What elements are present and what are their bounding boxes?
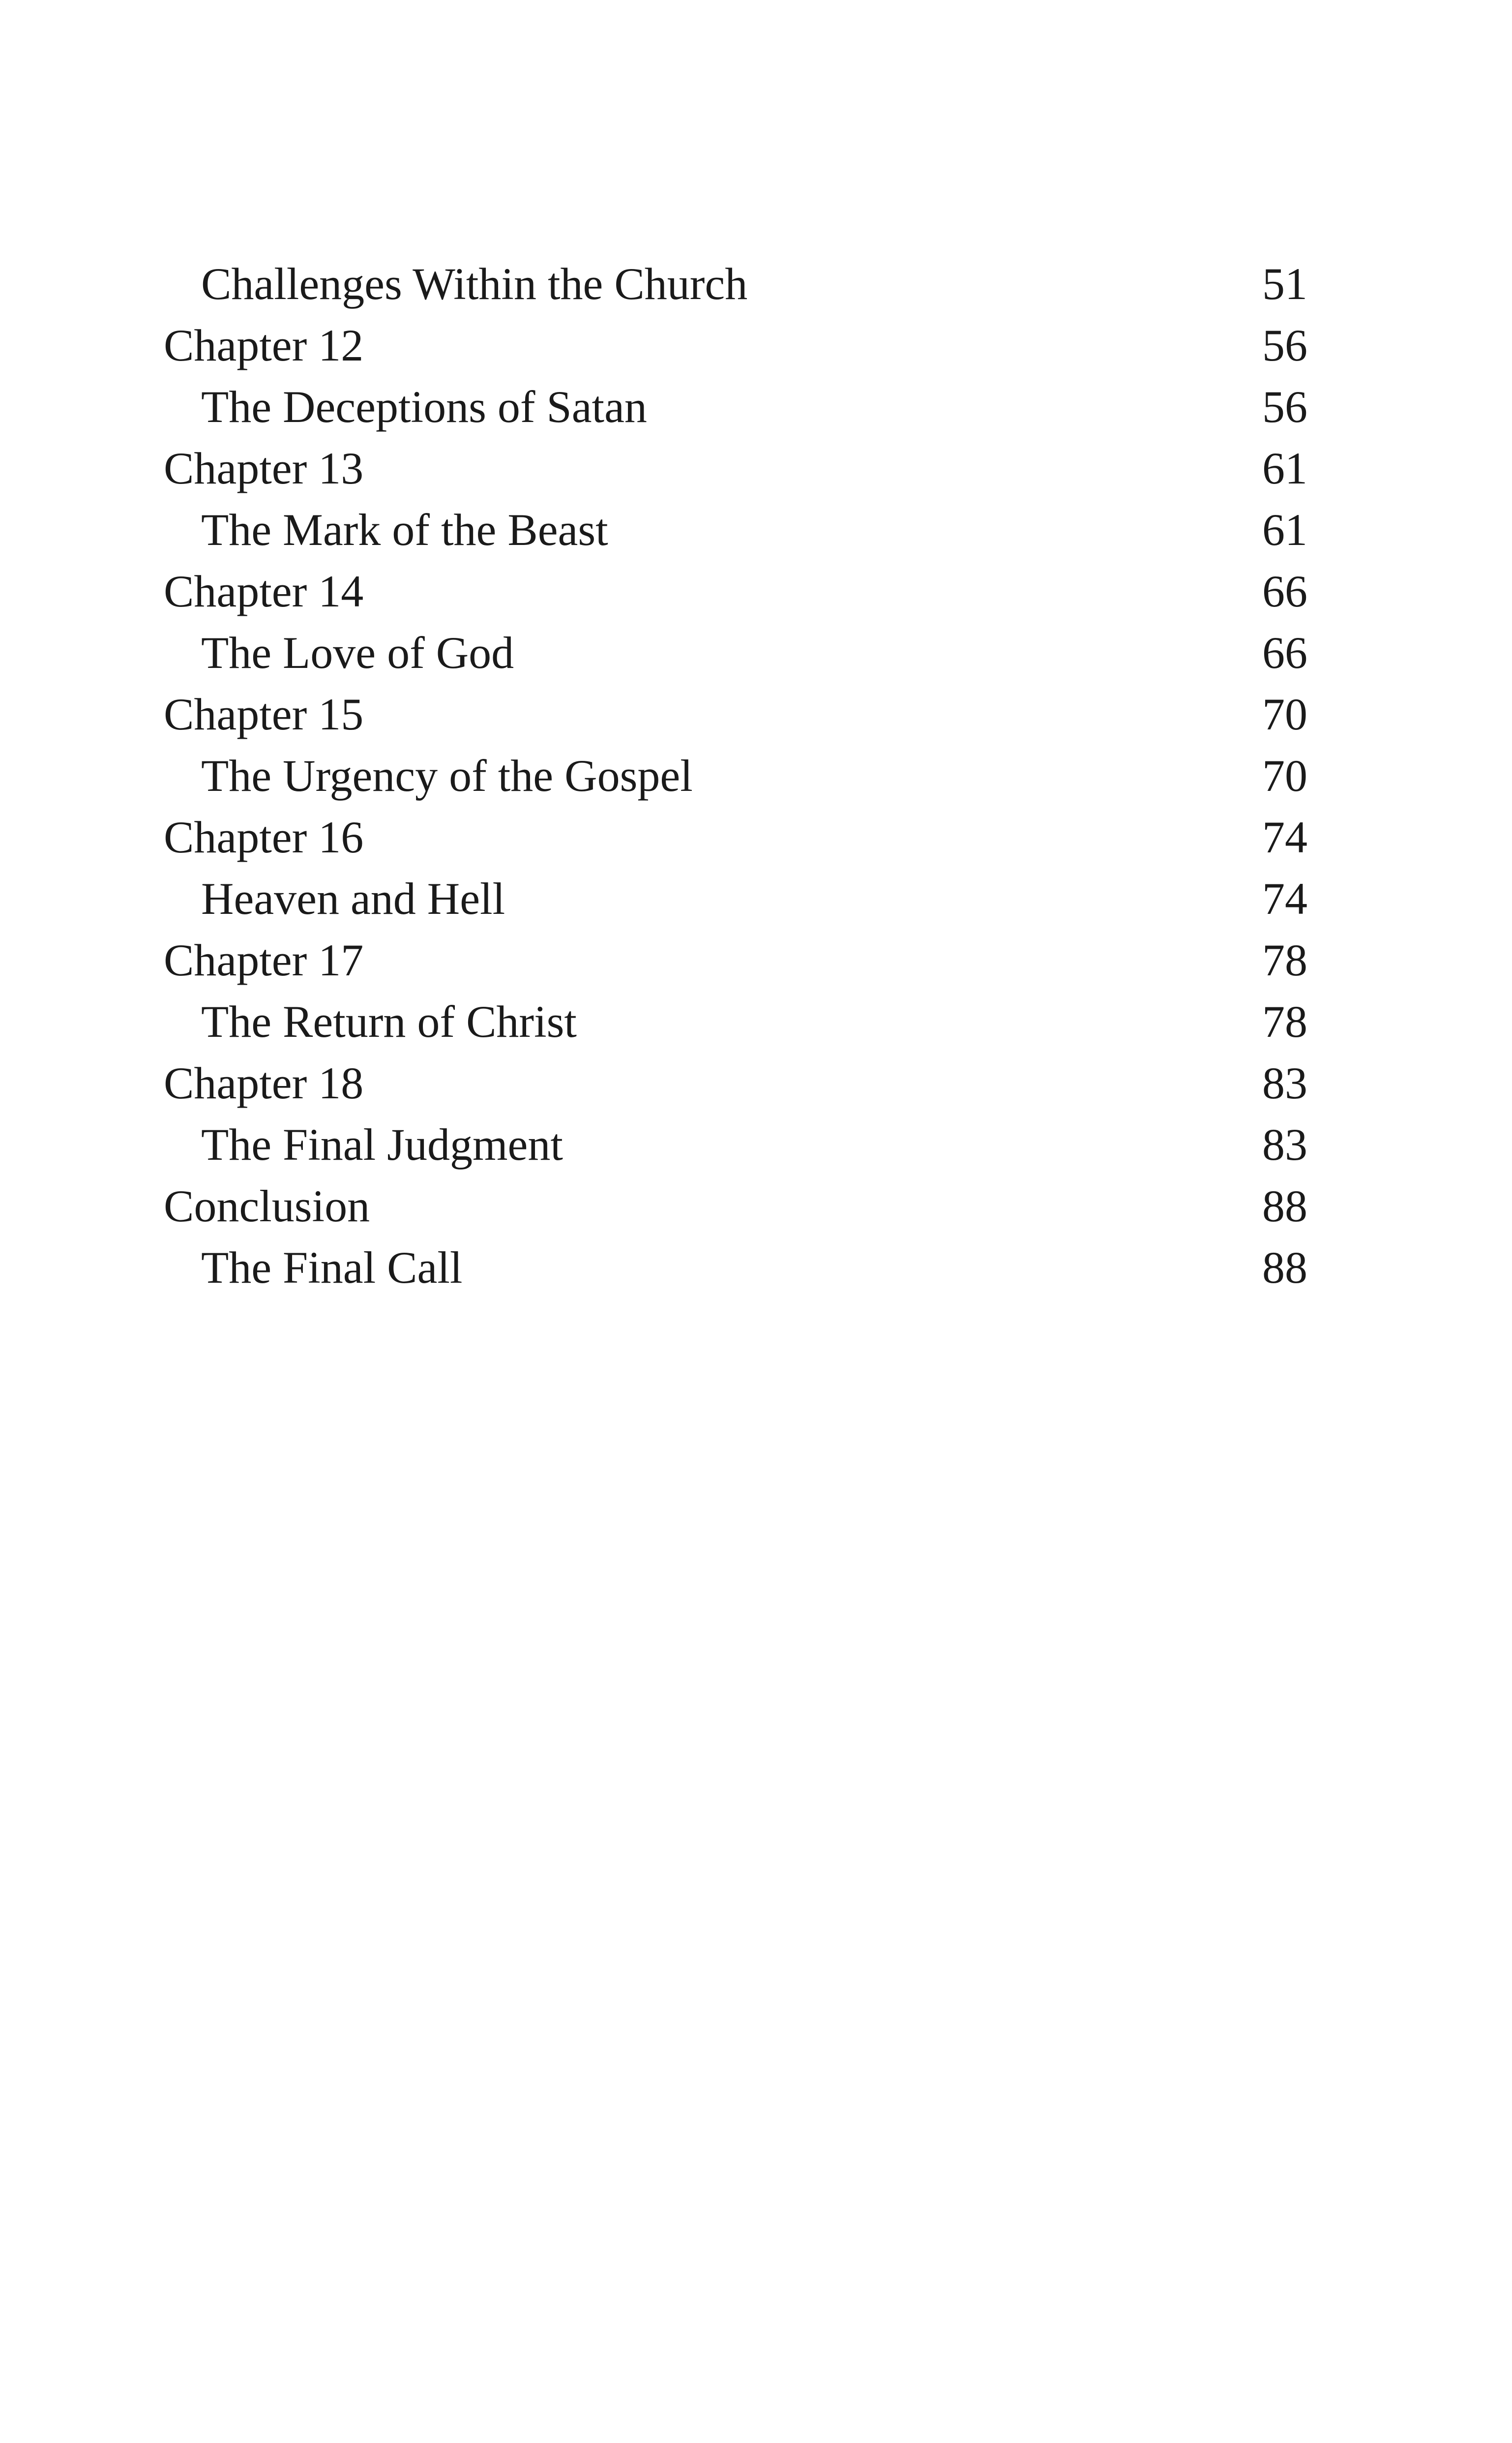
toc-entry-page-number: 83	[1262, 1119, 1307, 1170]
toc-entry-title: The Mark of the Beast	[201, 505, 608, 555]
toc-chapter-entry	[164, 438, 1307, 499]
toc-chapter-entry	[164, 1053, 1307, 1114]
toc-entry-title: Challenges Within the Church	[201, 259, 748, 309]
toc-entry-page-number: 56	[1262, 382, 1307, 432]
toc-section-entry	[164, 991, 1307, 1053]
toc-chapter-entry	[164, 807, 1307, 868]
toc-entry-page-number: 66	[1262, 628, 1307, 678]
table-of-contents	[164, 253, 1307, 1298]
toc-entry-page-number: 88	[1262, 1242, 1307, 1293]
toc-entry-title: Chapter 18	[164, 1058, 364, 1108]
toc-entry-page-number: 51	[1262, 259, 1307, 309]
toc-entry-page-number: 66	[1262, 566, 1307, 616]
toc-section-entry	[164, 622, 1307, 684]
toc-entry-page-number: 74	[1262, 874, 1307, 924]
toc-entry-page-number: 78	[1262, 996, 1307, 1047]
toc-chapter-entry	[164, 684, 1307, 745]
toc-entry-page-number: 78	[1262, 935, 1307, 985]
toc-entry-page-number: 74	[1262, 812, 1307, 862]
toc-entry-title: The Return of Christ	[201, 996, 577, 1047]
toc-section-entry	[164, 745, 1307, 807]
toc-entry-title: Chapter 14	[164, 566, 364, 616]
toc-entry-title: Chapter 16	[164, 812, 364, 862]
toc-entry-title: The Love of God	[201, 628, 514, 678]
toc-entry-page-number: 70	[1262, 751, 1307, 801]
toc-section-entry	[164, 253, 1307, 315]
toc-entry-page-number: 61	[1262, 443, 1307, 493]
toc-section-entry	[164, 499, 1307, 561]
toc-entry-title: Chapter 12	[164, 320, 364, 370]
toc-section-entry	[164, 376, 1307, 438]
toc-chapter-entry	[164, 561, 1307, 622]
toc-entry-title: The Final Judgment	[201, 1119, 563, 1170]
toc-entry-page-number: 83	[1262, 1058, 1307, 1108]
toc-chapter-entry	[164, 315, 1307, 376]
toc-entry-page-number: 88	[1262, 1181, 1307, 1231]
toc-entry-title: Conclusion	[164, 1181, 370, 1231]
toc-entry-title: Heaven and Hell	[201, 874, 505, 924]
toc-section-entry	[164, 1114, 1307, 1176]
toc-entry-title: Chapter 13	[164, 443, 364, 493]
toc-entry-title: Chapter 15	[164, 689, 364, 739]
toc-section-entry	[164, 868, 1307, 930]
toc-entry-page-number: 70	[1262, 689, 1307, 739]
toc-entry-page-number: 56	[1262, 320, 1307, 370]
toc-entry-title: The Deceptions of Satan	[201, 382, 647, 432]
toc-chapter-entry	[164, 1176, 1307, 1237]
toc-entry-page-number: 61	[1262, 505, 1307, 555]
toc-entry-title: The Urgency of the Gospel	[201, 751, 693, 801]
toc-section-entry	[164, 1237, 1307, 1298]
toc-entry-title: Chapter 17	[164, 935, 364, 985]
toc-chapter-entry	[164, 930, 1307, 991]
toc-entry-title: The Final Call	[201, 1242, 463, 1293]
